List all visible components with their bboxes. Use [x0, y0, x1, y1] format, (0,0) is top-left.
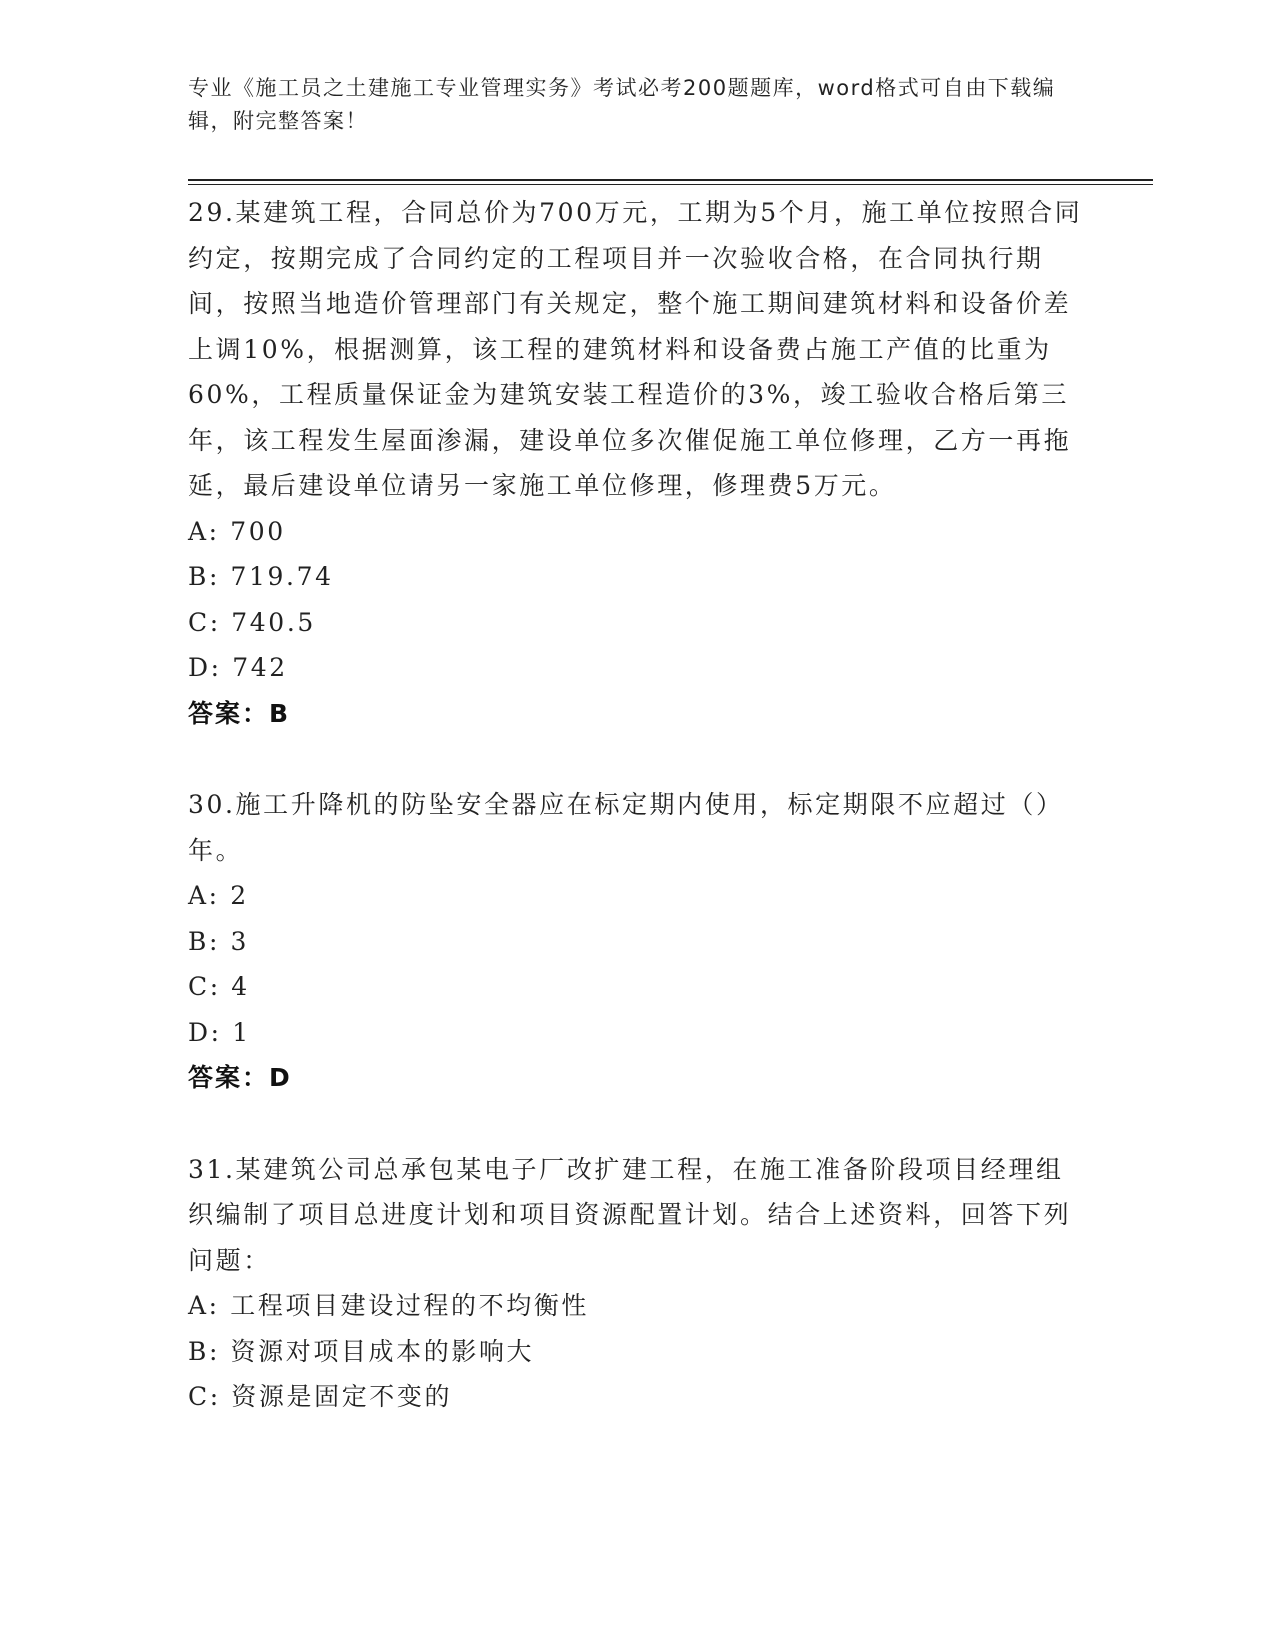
question-31	[188, 1147, 1088, 1420]
option-b: B: 3	[188, 926, 250, 956]
question-text: 29.某建筑工程，合同总价为700万元，工期为5个月，施工单位按照合同约定，按期完成了合同约定的工程项目并一次验收合格，在合同执行期间，按照当地造价管理部门有关规定，整个施工期间建筑材料和设备价差上调10%，根据测算，该工程的建筑材料和设备费占施工产值的比重为60%，工程质量保证金为建筑安装工程造价的3%，竣工验收合格后第三年，该工程发生屋面渗漏，建设单位多次催促施工单位修理，乙方一再拖延，最后建设单位请另一家施工单位修理，修理费5万元。	[188, 198, 1083, 500]
option-c: C: 4	[188, 972, 250, 1001]
option-a: A: 工程项目建设过程的不均衡性	[188, 1291, 590, 1320]
answer-label: 答案：B	[188, 698, 291, 728]
question-30	[188, 782, 1088, 1101]
question-list	[188, 190, 1088, 1420]
option-d: D: 1	[188, 1017, 251, 1047]
option-d: D: 742	[188, 653, 288, 682]
question-text: 30.施工升降机的防坠安全器应在标定期内使用，标定期限不应超过（）年。	[188, 790, 1064, 865]
option-c: C: 740.5	[188, 607, 316, 637]
page-header: 专业《施工员之土建施工专业管理实务》考试必考200题题库，word格式可自由下载编辑，附完整答案！	[188, 76, 1056, 133]
option-b: B: 资源对项目成本的影响大	[188, 1336, 535, 1366]
option-a: A: 2	[188, 881, 249, 910]
header-divider-thick	[188, 179, 1153, 181]
header-divider-thin	[188, 184, 1153, 185]
option-c: C: 资源是固定不变的	[188, 1382, 453, 1411]
question-text: 31.某建筑公司总承包某电子厂改扩建工程，在施工准备阶段项目经理组织编制了项目总进度计划和项目资源配置计划。结合上述资料，回答下列问题：	[188, 1154, 1072, 1275]
answer-label: 答案：D	[188, 1063, 292, 1092]
option-b: B: 719.74	[188, 562, 334, 591]
question-29	[188, 190, 1088, 736]
option-a: A: 700	[188, 516, 286, 546]
